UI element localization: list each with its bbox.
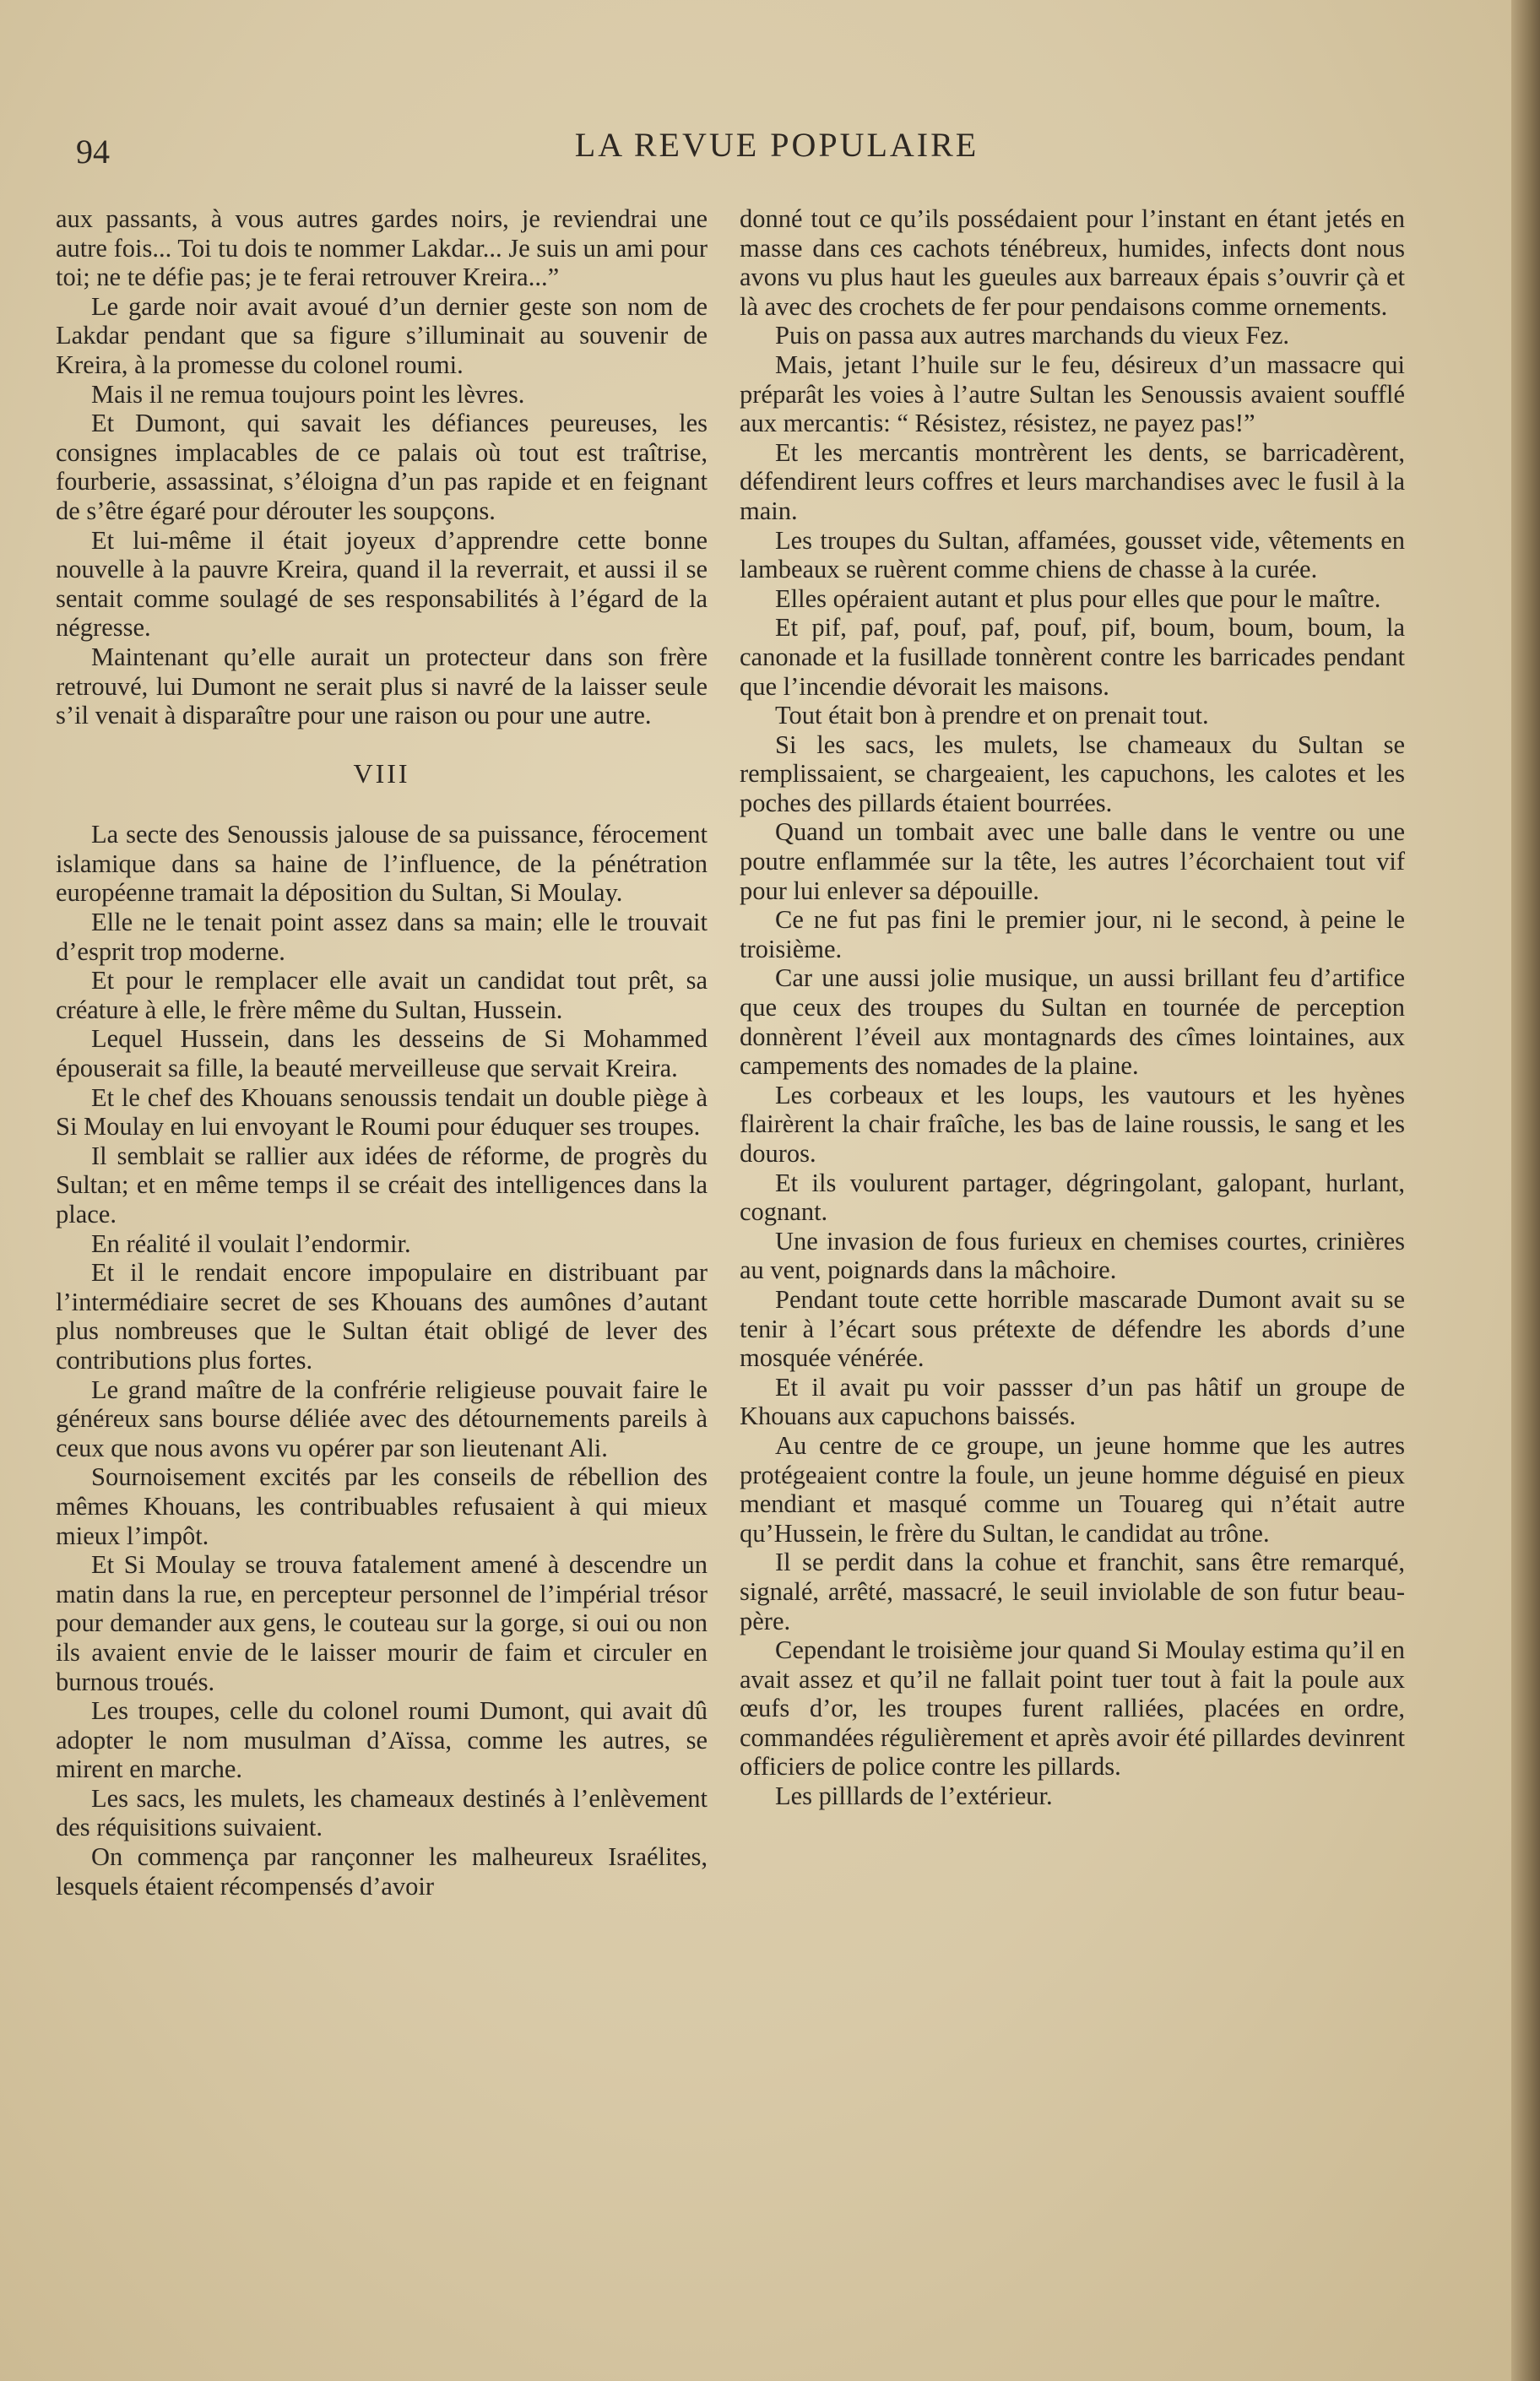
paragraph: Puis on passa aux autres marchands du vieux Fez.	[775, 321, 1290, 350]
paragraph: Si les sacs, les mulets, lse chameaux du Sultan se remplissaient, se chargeaient, les capuchons, les calotes et les poches des pillards étaient bourrées.	[740, 729, 1405, 817]
paragraph: Lequel Hussein, dans les desseins de Si Mohammed épouserait sa fille, la beauté merveilleuse que servait Kreira.	[56, 1024, 708, 1083]
paragraph: Cependant le troisième jour quand Si Moulay estima qu’il en avait assez et qu’il ne fallait point tuer tout à fait la poule aux œufs d’or, les troupes furent ralliées, placées en ordre, commandées régulièrement et après avoir été pillardes devinrent officiers de police contre les pillards.	[740, 1635, 1405, 1782]
paragraph: Et pif, paf, pouf, paf, pouf, pif, boum, boum, boum, la canonade et la fusillade tonnèrent contre les barricades pendant que l’incendie dévorait les maisons.	[740, 613, 1405, 701]
paragraph: En réalité il voulait l’endormir.	[91, 1228, 411, 1258]
paragraph: Et pour le remplacer elle avait un candidat tout prêt, sa créature à elle, le frère même du Sultan, Hussein.	[56, 966, 708, 1024]
paragraph: Et il avait pu voir passser d’un pas hâtif un groupe de Khouans aux capuchons baissés.	[740, 1372, 1405, 1431]
paragraph: Mais, jetant l’huile sur le feu, désireux d’un massacre qui préparât les voies à l’autre Sultan les Senoussis avaient soufflé aux mercantis: “ Résistez, résistez, ne payez pas!”	[740, 350, 1405, 438]
paragraph: Et le chef des Khouans senoussis tendait un double piège à Si Moulay en lui envoyant le Roumi pour éduquer ses troupes.	[56, 1082, 708, 1142]
paragraph: Les troupes, celle du colonel roumi Dumont, qui avait dû adopter le nom musulman d’Aïssa, comme les autres, se mirent en marche.	[56, 1696, 708, 1784]
paragraph: Le garde noir avait avoué d’un dernier geste son nom de Lakdar pendant que sa figure s’illuminait au souvenir de Kreira, à la promesse du colonel roumi.	[56, 291, 708, 379]
paragraph: Et les mercantis montrèrent les dents, se barricadèrent, défendirent leurs coffres et leurs marchandises avec le fusil à la main.	[740, 437, 1405, 525]
paragraph: On commença par rançonner les malheureux Israélites, lesquels étaient récompensés d’avoir	[56, 1842, 708, 1901]
page-number: 94	[76, 133, 110, 171]
paragraph: Il se perdit dans la cohue et franchit, sans être remarqué, signalé, arrêté, massacré, le seuil inviolable de son futur beau-père.	[740, 1548, 1405, 1635]
paragraph: Les troupes du Sultan, affamées, gousset vide, vêtements en lambeaux se ruèrent comme chiens de chasse à la curée.	[740, 525, 1405, 584]
paragraph: Les pilllards de l’extérieur.	[775, 1782, 1053, 1811]
paragraph: Et il le rendait encore impopulaire en distribuant par l’intermédiaire secret de ses Khouans des aumônes d’autant plus nombreuses que le Sultan était obligé de lever des contributions plus fortes.	[56, 1258, 708, 1375]
right-column	[740, 204, 1405, 1811]
paragraph: Et Dumont, qui savait les défiances peureuses, les consignes implacables de ce palais où tout est traîtrise, fourberie, assassinat, s’éloigna d’un pas rapide et en feignant de s’être égaré pour dérouter les soupçons.	[56, 409, 708, 525]
paragraph: Sournoisement excités par les conseils de rébellion des mêmes Khouans, les contribuables refusaient à qui mieux mieux l’impôt.	[56, 1462, 708, 1550]
paragraph: Pendant toute cette horrible mascarade Dumont avait su se tenir à l’écart sous prétexte de défendre les abords d’une mosquée vénérée.	[740, 1284, 1405, 1373]
paragraph: Mais il ne remua toujours point les lèvres.	[91, 379, 525, 409]
paragraph: Car une aussi jolie musique, un aussi brillant feu d’artifice que ceux des troupes du Sultan en tournée de perception donnèrent l’éveil aux montagnards des cîmes lointaines, aux campements des nomades de la plaine.	[740, 963, 1405, 1081]
paragraph: Et ils voulurent partager, dégringolant, galopant, hurlant, cognant.	[740, 1168, 1405, 1227]
paragraph: Les corbeaux et les loups, les vautours et les hyènes flairèrent la chair fraîche, les bas de laine roussis, le sang et les douros.	[740, 1080, 1405, 1168]
paragraph: Il semblait se rallier aux idées de réforme, de progrès du Sultan; et en même temps il se créait des intelligences dans la place.	[56, 1141, 708, 1228]
paragraph: Une invasion de fous furieux en chemises courtes, crinières au vent, poignards dans la mâchoire.	[740, 1226, 1405, 1285]
running-title: LA REVUE POPULAIRE	[574, 126, 979, 164]
page-header	[76, 125, 1478, 176]
paragraph: Les sacs, les mulets, les chameaux destinés à l’enlèvement des réquisitions suivaient.	[56, 1783, 708, 1842]
paragraph: Maintenant qu’elle aurait un protecteur dans son frère retrouvé, lui Dumont ne serait plus si navré de la laisser seule s’il venait à disparaître pour une raison ou pour une autre.	[56, 642, 708, 730]
book-spine-edge	[1511, 0, 1540, 2381]
paragraph: Au centre de ce groupe, un jeune homme que les autres protégeaient contre la foule, un jeune homme déguisé en pieux mendiant et masqué comme un Touareg qui n’était autre qu’Hussein, le frère du Sultan, le candidat au trône.	[740, 1430, 1405, 1548]
paragraph: La secte des Senoussis jalouse de sa puissance, férocement islamique dans sa haine de l’influence, de la pénétration européenne tramait la déposition du Sultan, Si Moulay.	[56, 820, 708, 908]
paragraph: Elles opéraient autant et plus pour elles que pour le maître.	[775, 583, 1381, 613]
paragraph: Quand un tombait avec une balle dans le ventre ou une poutre enflammée sur la tête, les autres l’écorchaient tout vif pour lui enlever sa dépouille.	[740, 817, 1405, 905]
paragraph: Tout était bon à prendre et on prenait tout.	[775, 701, 1209, 730]
section-heading: VIII	[353, 757, 410, 789]
paragraph: Et Si Moulay se trouva fatalement amené à descendre un matin dans la rue, en percepteur personnel de l’impérial trésor pour demander aux gens, le couteau sur la gorge, si oui ou non ils avaient envie de le laisser mourir de faim et circuler en burnous troués.	[56, 1550, 708, 1696]
paragraph: donné tout ce qu’ils possédaient pour l’instant en étant jetés en masse dans ces cachots ténébreux, humides, infects dont nous avons vu plus haut les gueules aux barreaux épais s’ouvrir çà et là avec des crochets de fer pour pendaisons comme ornements.	[740, 204, 1405, 321]
paragraph: aux passants, à vous autres gardes noirs, je reviendrai une autre fois... Toi tu dois te nommer Lakdar... Je suis un ami pour toi; ne te défie pas; je te ferai retrouver Kreira...”	[56, 204, 708, 292]
paragraph: Le grand maître de la confrérie religieuse pouvait faire le généreux sans bourse déliée avec des détournements pareils à ceux que nous avons vu opérer par son lieutenant Ali.	[56, 1375, 708, 1462]
paragraph: Ce ne fut pas fini le premier jour, ni le second, à peine le troisième.	[740, 905, 1405, 963]
paragraph: Et lui-même il était joyeux d’apprendre cette bonne nouvelle à la pauvre Kreira, quand il la reverrait, et aussi il se sentait comme soulagé de ses responsabilités à l’égard de la négresse.	[56, 525, 708, 643]
left-column	[56, 204, 708, 1901]
paragraph: Elle ne le tenait point assez dans sa main; elle le trouvait d’esprit trop moderne.	[56, 908, 708, 966]
